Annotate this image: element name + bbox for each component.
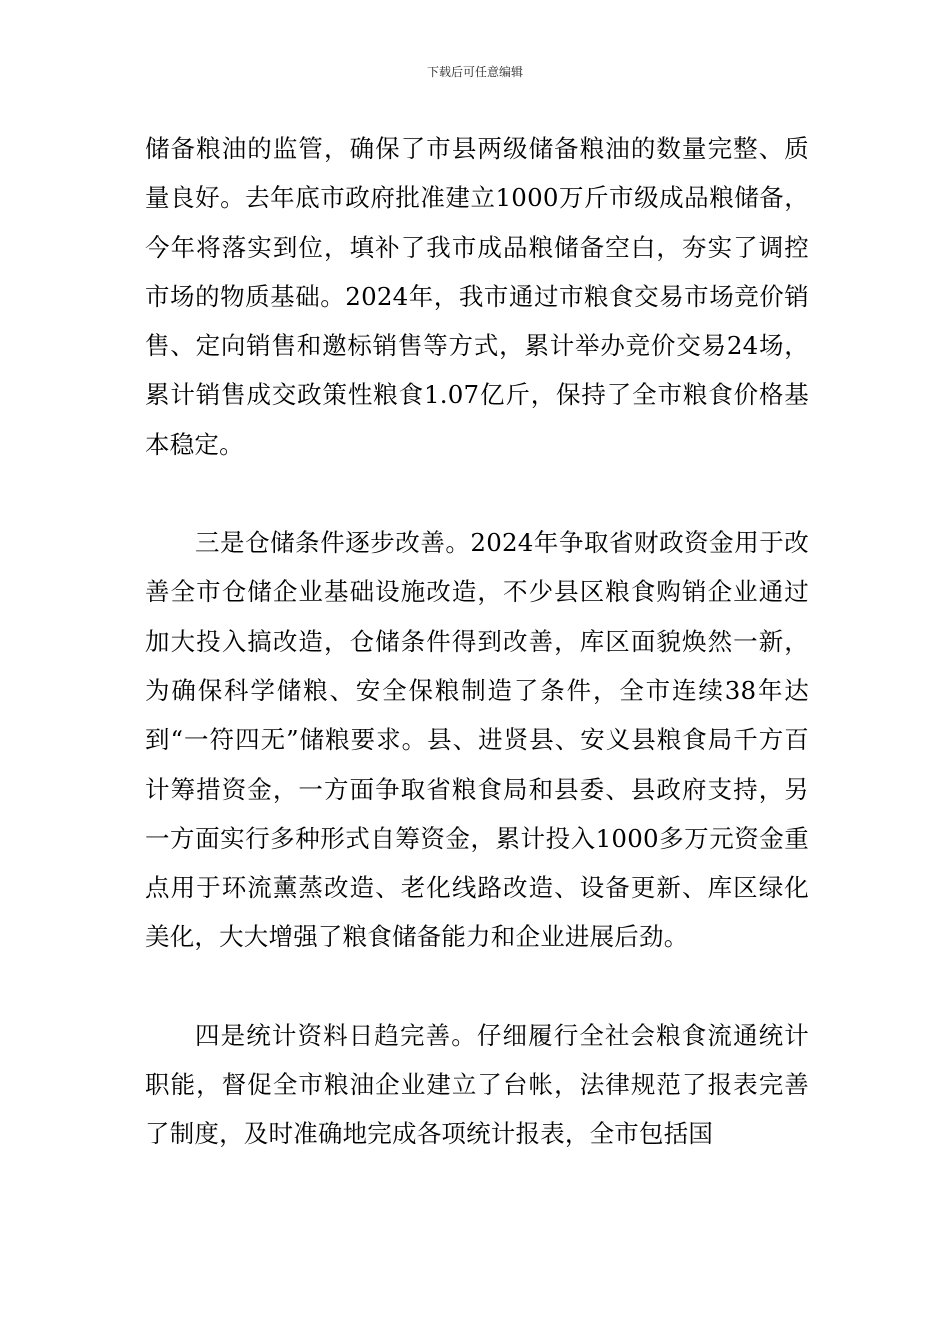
paragraph-storage-conditions: 三是仓储条件逐步改善。2024年争取省财政资金用于改善全市仓储企业基础设施改造，不少县区粮食购销企业通过加大投入搞改造，仓储条件得到改善，库区面貌焕然一新，为确保科学储粮、安全保粮制造了条件，全市连续38年达到“一符四无”储粮要求。县、进贤县、安义县粮食局千方百计筹措资金，一方面争取省粮食局和县委、县政府支持，另一方面实行多种形式自筹资金，累计投入1000多万元资金重点用于环流薰蒸改造、老化线路改造、设备更新、库区绿化美化，大大增强了粮食储备能力和企业进展后劲。	[145, 528, 809, 952]
paragraph-spacer	[145, 962, 809, 1011]
paragraph-statistics: 四是统计资料日趋完善。仔细履行全社会粮食流通统计职能，督促全市粮油企业建立了台帐，法律规范了报表完善了制度，及时准确地完成各项统计报表，全市包括国	[145, 1020, 809, 1149]
page-header: 下载后可任意编辑	[426, 65, 523, 79]
document-body	[145, 124, 809, 1159]
paragraph-grain-oil-supervision: 储备粮油的监管，确保了市县两级储备粮油的数量完整、质量良好。去年底市政府批准建立1000万斤市级成品粮储备，今年将落实到位，填补了我市成品粮储备空白，夯实了调控市场的物质基础。2024年，我市通过市粮食交易市场竞价销售、定向销售和邀标销售等方式，累计举办竞价交易24场，累计销售成交政策性粮食1.07亿斤，保持了全市粮食价格基本稳定。	[145, 134, 809, 459]
paragraph-spacer	[145, 469, 809, 518]
